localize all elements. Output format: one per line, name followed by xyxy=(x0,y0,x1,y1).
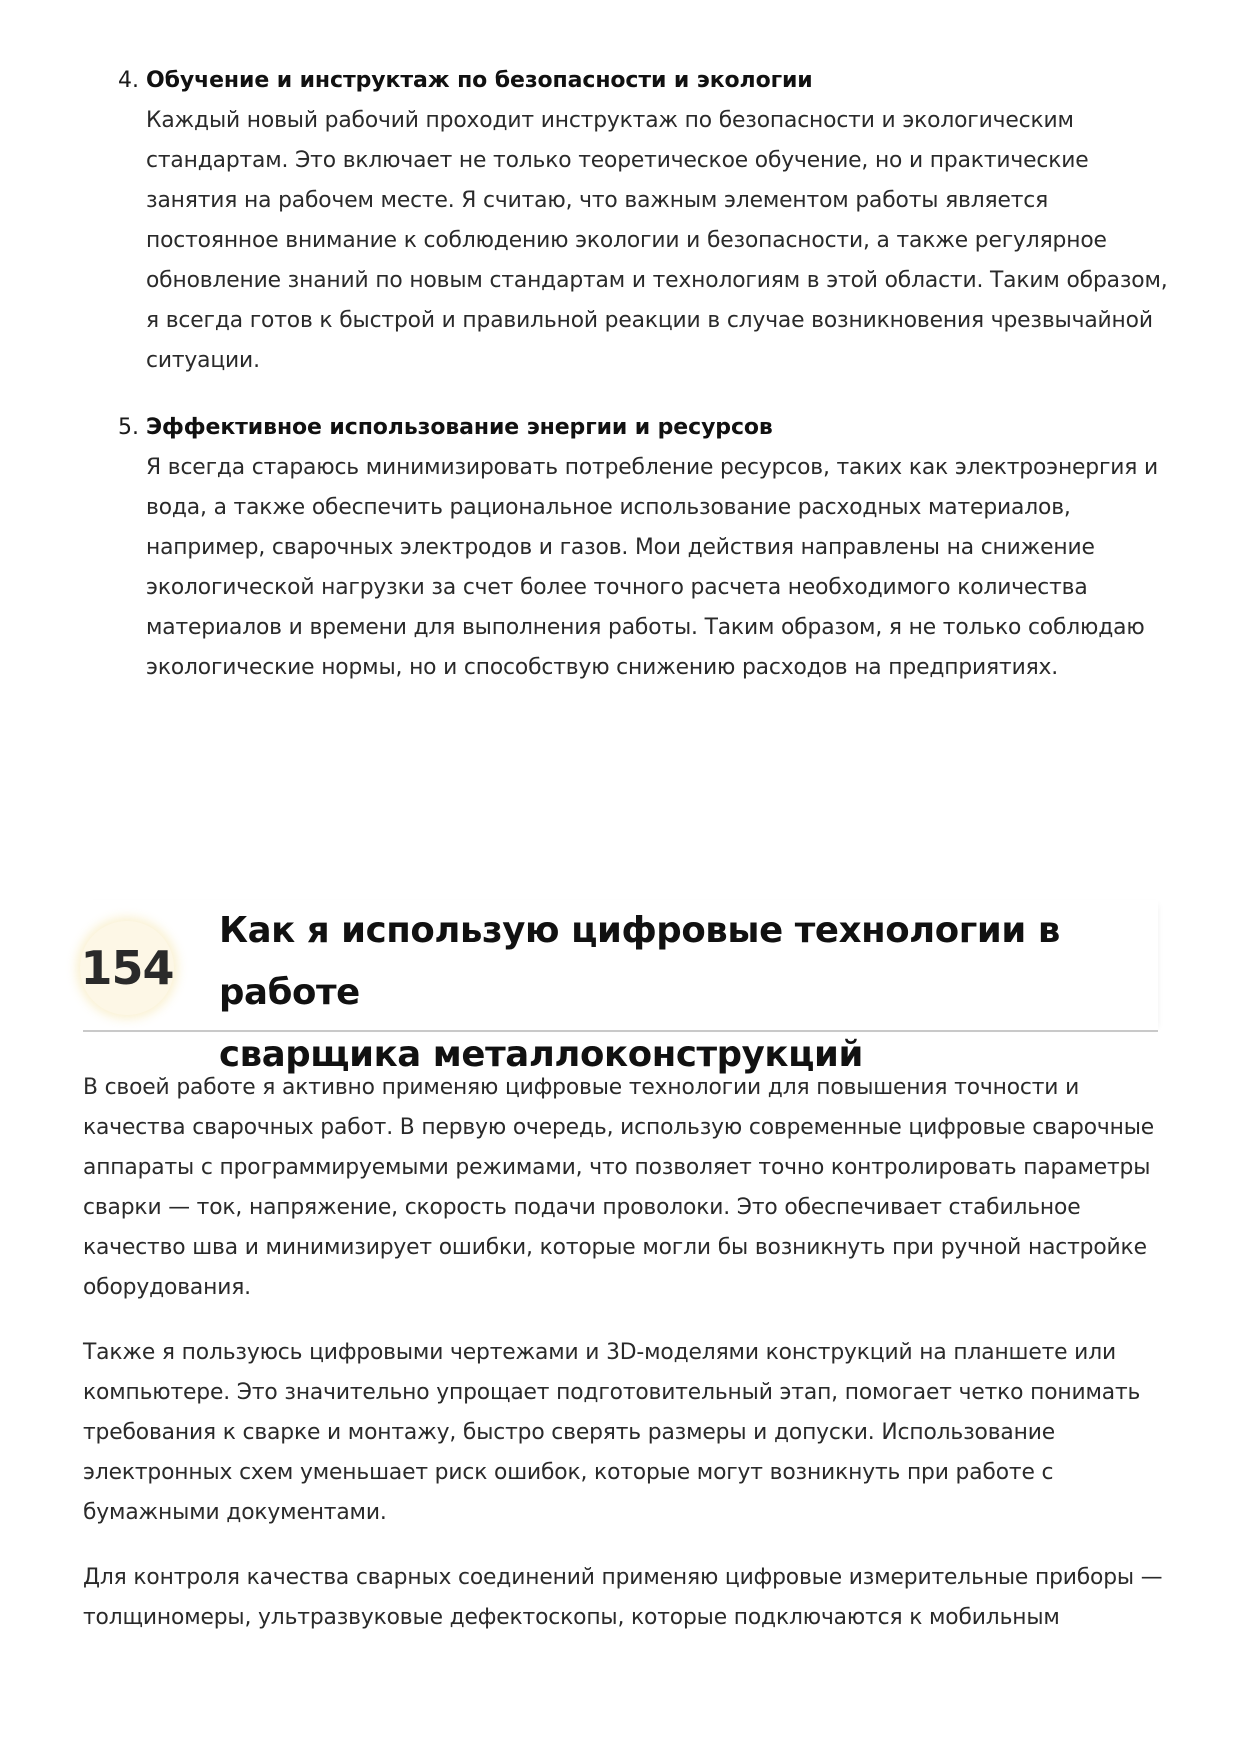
paragraph: В своей работе я активно применяю цифровые технологии для повышения точности и качества сварочных работ. В первую очередь, использую современные цифровые сварочные аппараты с программируемыми режимами, что позволяет точно контролировать параметры сварки — ток, напряжение, скорость подачи проволоки. Это обеспечивает стабильное качество шва и минимизирует ошибки, которые могли бы возникнуть при ручной настройке оборудования. xyxy=(83,1075,1155,1300)
paragraph: Также я пользуюсь цифровыми чертежами и 3D-моделями конструкций на планшете или компьютере. Это значительно упрощает подготовительный этап, помогает четко понимать требования к сварке и монтажу, быстро сверять размеры и допуски. Использование электронных схем уменьшает риск ошибок, которые могут возникнуть при работе с бумажными документами. xyxy=(83,1340,1141,1525)
section-title-line-2: сварщика металлоконструкций xyxy=(219,1034,863,1075)
section-header xyxy=(80,900,1158,1075)
numbered-list xyxy=(118,61,1168,715)
list-item xyxy=(118,408,1168,688)
list-item-body: Каждый новый рабочий проходит инструктаж по безопасности и экологическим стандартам. Это включает не только теоретическое обучение, но и практические занятия на рабочем месте. Я считаю, что важным элементом работы является постоянное внимание к соблюдению экологии и безопасности, а также регулярное обновление знаний по новым стандартам и технологиям в этой области. Таким образом, я всегда готов к быстрой и правильной реакции в случае возникновения чрезвычайной ситуации. xyxy=(146,108,1168,373)
section-content xyxy=(83,1068,1163,1663)
section-number-badge: 154 xyxy=(80,921,174,1015)
list-item-title: Обучение и инструктаж по безопасности и экологии xyxy=(146,68,813,93)
list-item-title: Эффективное использование энергии и ресурсов xyxy=(146,415,773,440)
list-item-body: Я всегда стараюсь минимизировать потребление ресурсов, таких как электроэнергия и вода, а также обеспечить рациональное использование расходных материалов, например, сварочных электродов и газов. Мои действия направлены на снижение экологической нагрузки за счет более точного расчета необходимого количества материалов и времени для выполнения работы. Таким образом, я не только соблюдаю экологические нормы, но и способствую снижению расходов на предприятиях. xyxy=(146,455,1159,680)
section-title-line-1: Как я использую цифровые технологии в работе xyxy=(219,910,1060,1013)
list-item-number: 4. xyxy=(118,68,139,93)
section-title xyxy=(219,900,1149,1086)
paragraph: Для контроля качества сварных соединений применяю цифровые измерительные приборы — толщиномеры, ультразвуковые дефектоскопы, которые подключаются к мобильным xyxy=(83,1565,1163,1630)
list-item-number: 5. xyxy=(118,415,139,440)
list-item xyxy=(118,61,1168,381)
